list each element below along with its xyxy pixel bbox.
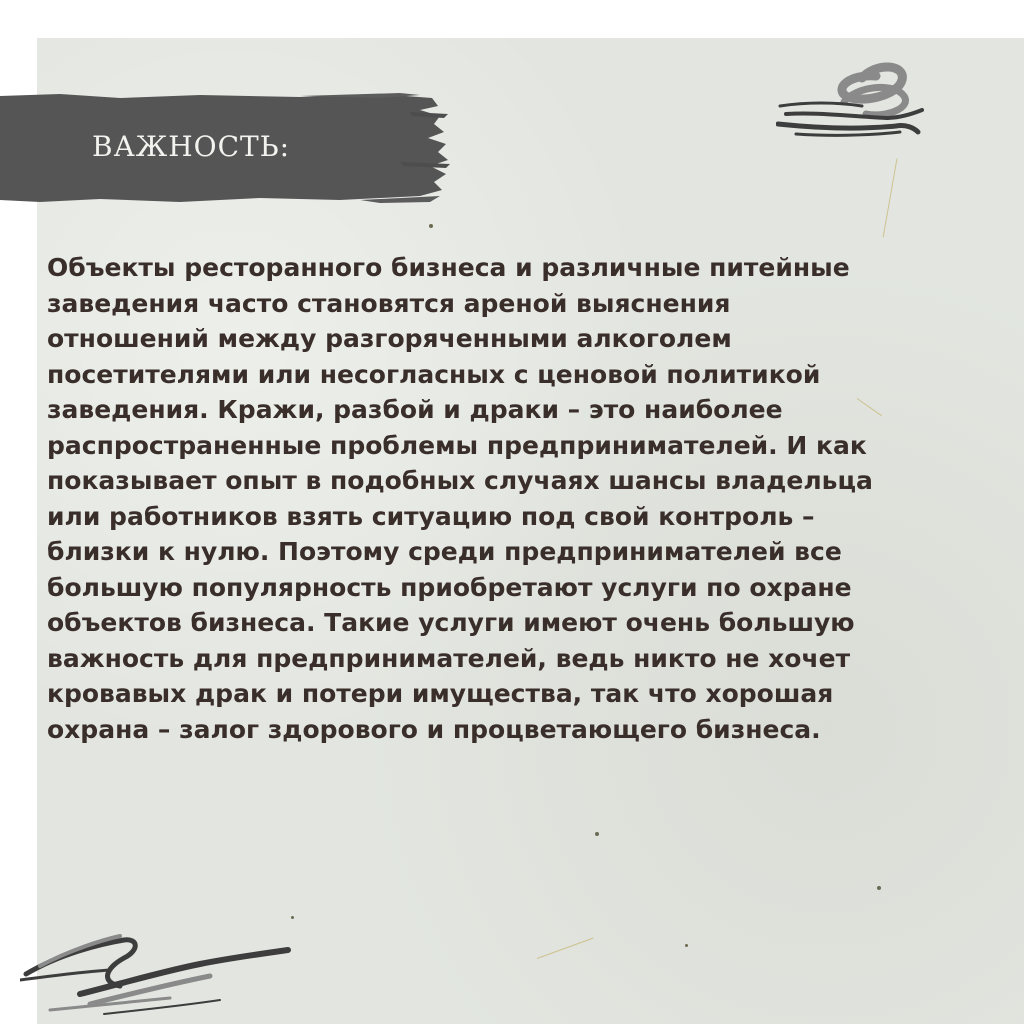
- page-title: ВАЖНОСТЬ:: [92, 130, 291, 163]
- paper-fiber: [883, 158, 898, 237]
- body-paragraph: Объекты ресторанного бизнеса и различные питейные заведения часто становятся ареной выяснения отношений между разгоряченными алкоголем посетителями или несогласных с ценовой политикой заведения. Кражи, разбой и драки – это наиболее распространенные проблемы предпринимателей. И как показывает опыт в подобных случаях шансы владельца или работников взять ситуацию под свой контроль – близки к нулю. Поэтому среди предпринимателей все большую популярность приобретают услуги по охране объектов бизнеса. Такие услуги имеют очень большую важность для предпринимателей, ведь никто не хочет кровавых драк и потери имущества, так что хорошая охрана – залог здорового и процветающего бизнеса.: [47, 253, 873, 744]
- ink-scribble-bottom-left: [20, 914, 300, 1024]
- paper-fiber: [537, 938, 594, 959]
- paper-speck: [429, 224, 433, 228]
- ink-scribble-top-right: [776, 56, 926, 156]
- paper-speck: [595, 832, 599, 836]
- paper-speck: [877, 886, 881, 890]
- paper-speck: [685, 944, 688, 947]
